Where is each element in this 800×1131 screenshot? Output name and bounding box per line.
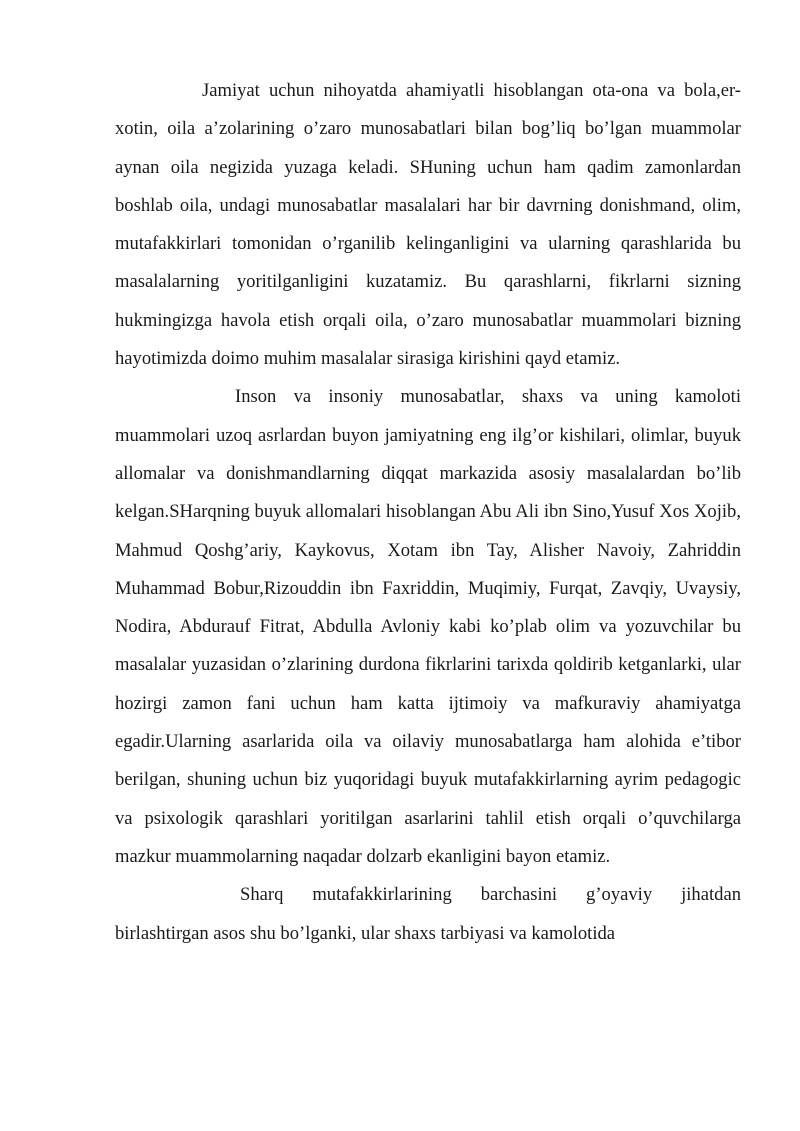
- paragraph-family-relations: Jamiyat uchun nihoyatda ahamiyatli hisoblangan ota-ona va bola,er-xotin, oila a’zolarining o’zaro munosabatlari bilan bog’liq bo’lgan muammolar aynan oila negizida yuzaga keladi. SHuning uchun ham qadim zamonlardan boshlab oila, undagi munosabatlar masalalari har bir davrning donishmand, olim, mutafakkirlari tomonidan o’rganilib kelinganligini va ularning qarashlarida bu masalalarning yoritilganligini kuzatamiz. Bu qarashlarni, fikrlarni sizning hukmingizga havola etish orqali oila, o’zaro munosabatlar muammolari bizning hayotimizda doimo muhim masalalar sirasiga kirishini qayd etamiz.: [115, 80, 741, 370]
- document-body: [115, 72, 741, 953]
- paragraph-eastern-scholars: Inson va insoniy munosabatlar, shaxs va uning kamoloti muammolari uzoq asrlardan buyon jamiyatning eng ilg’or kishilari, olimlar, buyuk allomalar va donishmandlarning diqqat markazida asosiy masalalardan bo’lib kelgan.SHarqning buyuk allomalari hisoblangan Abu Ali ibn Sino,Yusuf Xos Xojib, Mahmud Qoshg’ariy, Kaykovus, Xotam ibn Tay, Alisher Navoiy, Zahriddin Muhammad Bobur,Rizouddin ibn Faxriddin, Muqimiy, Furqat, Zavqiy, Uvaysiy, Nodira, Abdurauf Fitrat, Abdulla Avloniy kabi ko’plab olim va yozuvchilar bu masalalar yuzasidan o’zlarining durdona fikrlarini tarixda qoldirib ketganlarki, ular hozirgi zamon fani uchun ham katta ijtimoiy va mafkuraviy ahamiyatga egadir.Ularning asarlarida oila va oilaviy munosabatlarga ham alohida e’tibor berilgan, shuning uchun biz yuqoridagi buyuk mutafakkirlarning ayrim pedagogic va psixologik qarashlari yoritilgan asarlarini tahlil etish orqali o’quvchilarga mazkur muammolarning naqadar dolzarb ekanligini bayon etamiz.: [115, 386, 741, 867]
- paragraph-eastern-thinkers: Sharq mutafakkirlarining barchasini g’oyaviy jihatdan birlashtirgan asos shu bo’lganki, ular shaxs tarbiyasi va kamolotida: [115, 884, 741, 944]
